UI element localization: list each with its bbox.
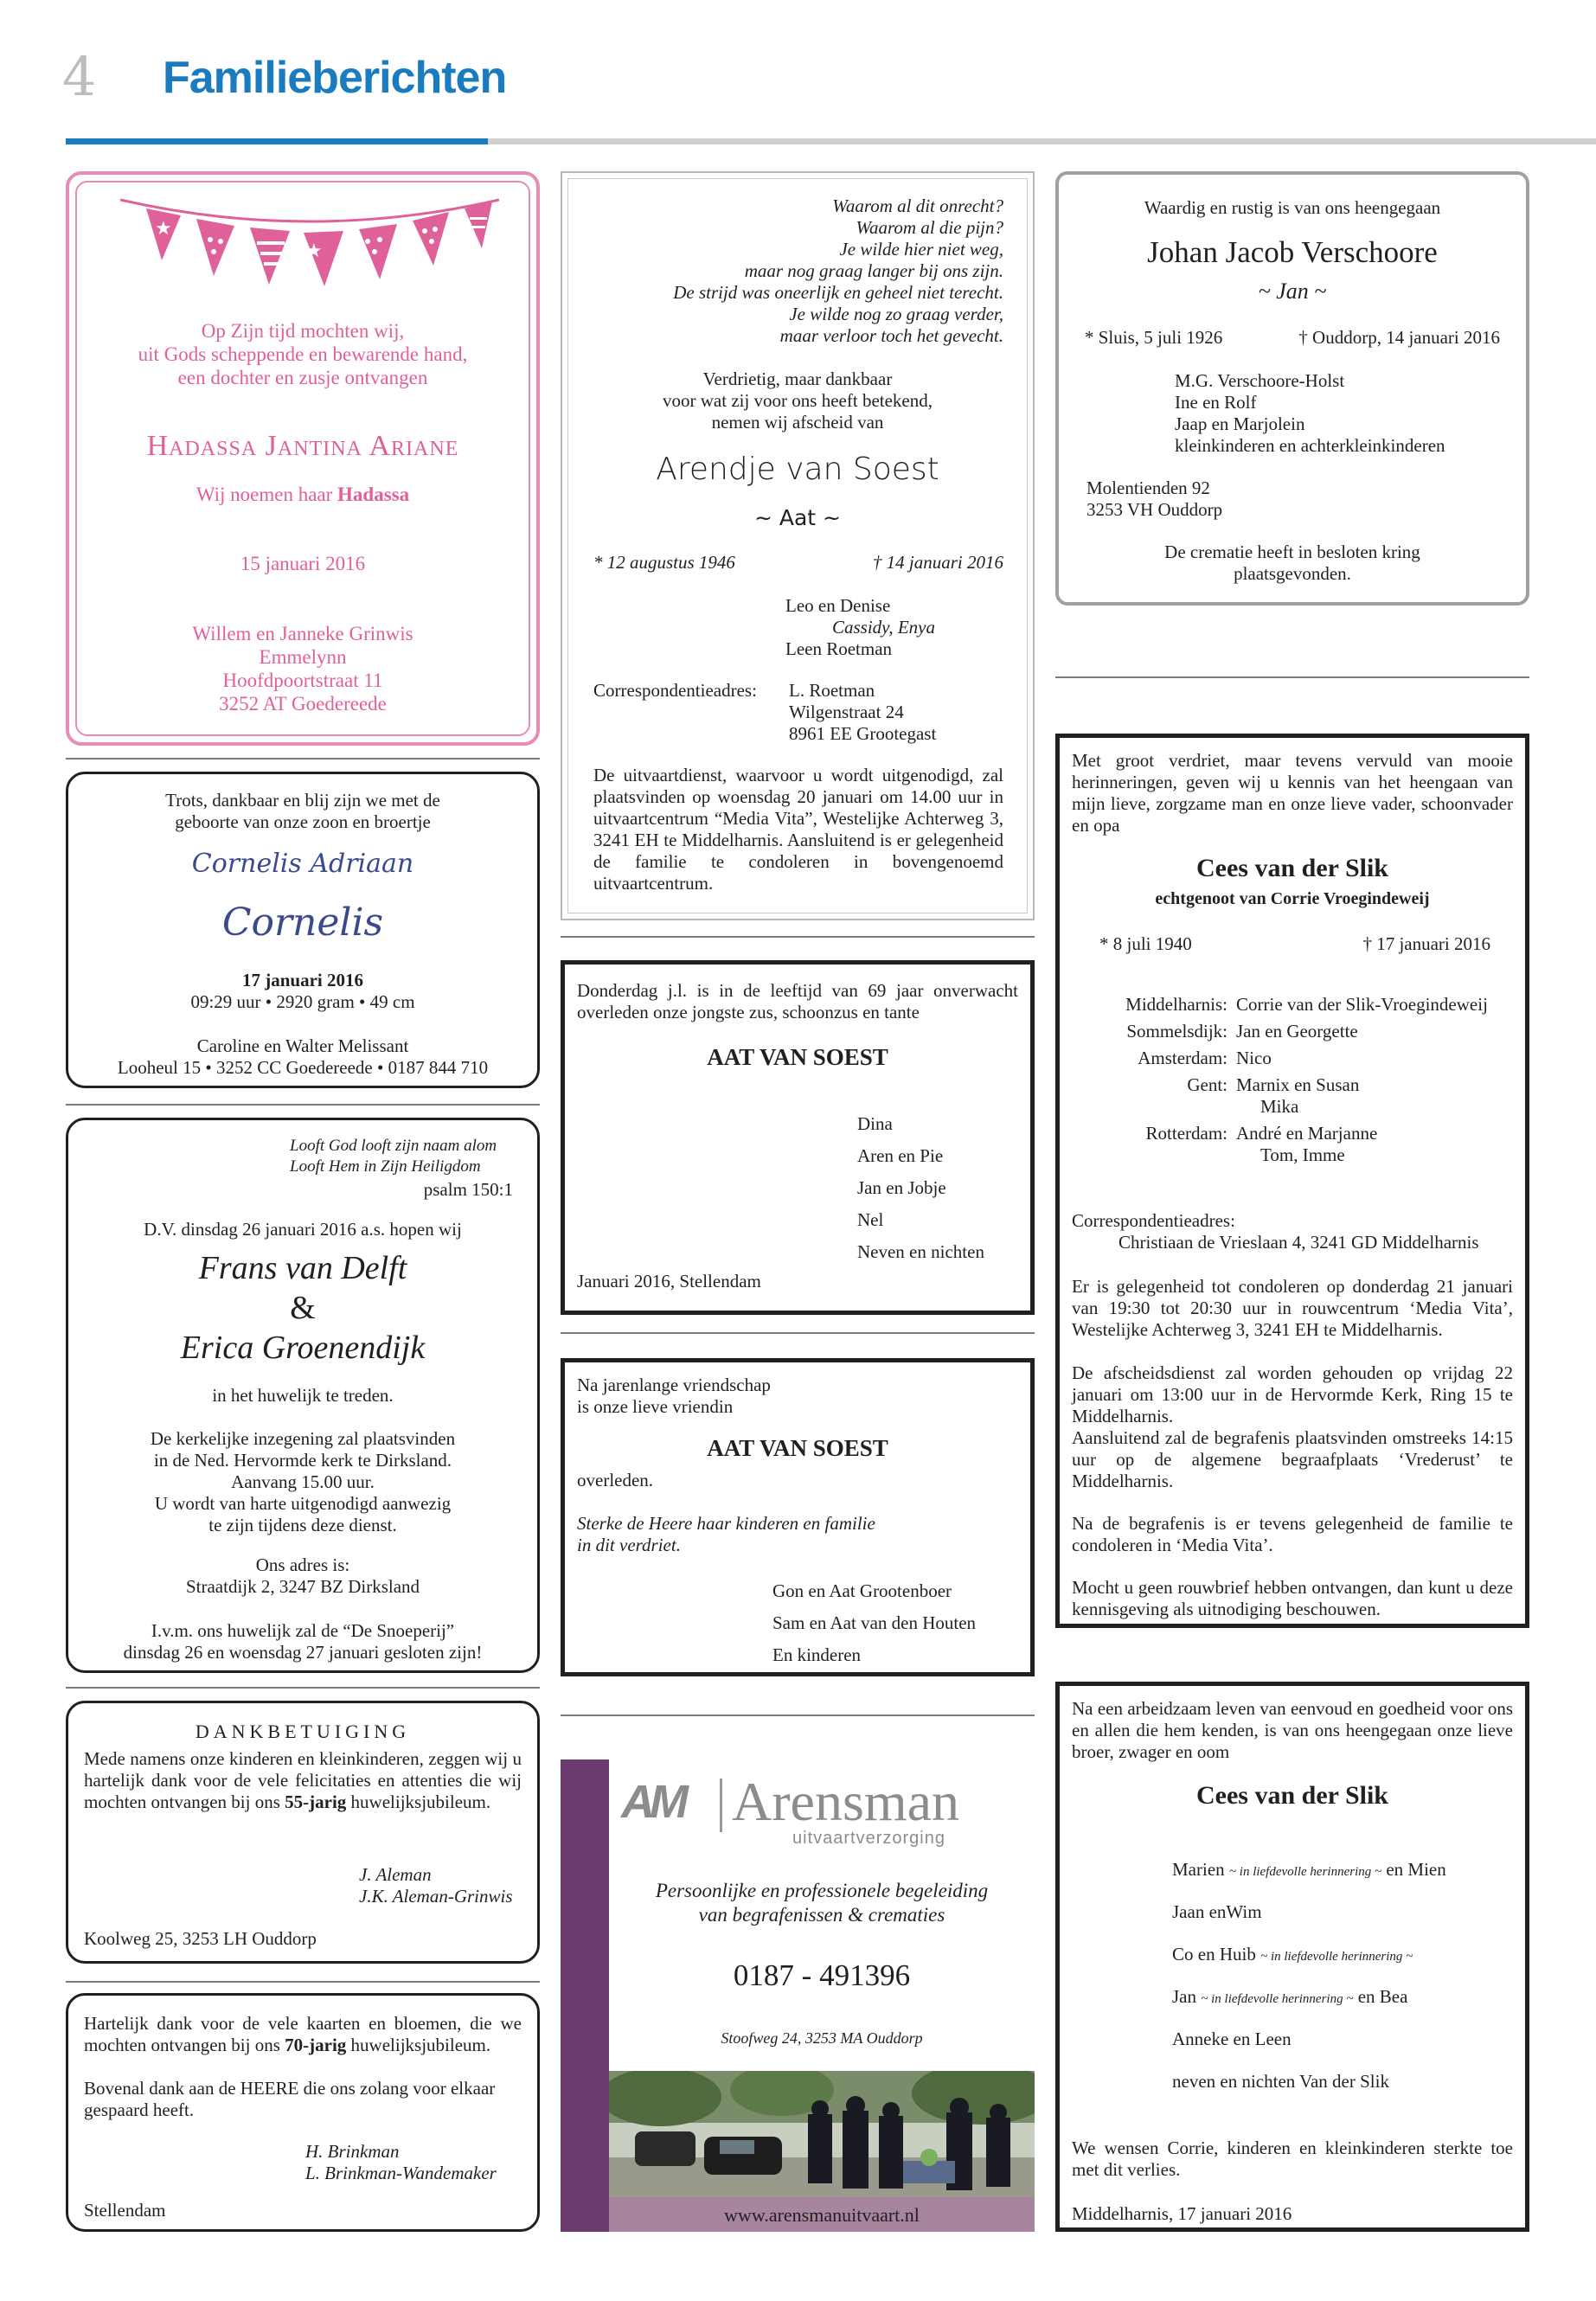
- cornelis-address: Looheul 15 • 3252 CC Goedereede • 0187 844 710: [117, 1057, 489, 1078]
- funeral-procession-photo: [609, 2071, 1035, 2197]
- arendje-corr-name: L. Roetman: [789, 680, 875, 701]
- cees-born: * 8 juli 1940: [1099, 933, 1192, 954]
- cees-corr-address: Christiaan de Vrieslaan 4, 3241 GD Middelharnis: [1118, 1232, 1479, 1253]
- header-rule-blue: [66, 138, 488, 144]
- aat-family-4: Nel: [857, 1209, 884, 1230]
- johan-closing-1: De crematie heeft in besloten kring: [1164, 542, 1420, 562]
- header-rule-gray: [488, 138, 1596, 144]
- family-row-amsterdam: Amsterdam: Nico: [1138, 1048, 1272, 1068]
- thanks-brinkman: [66, 1993, 540, 2232]
- wedding-line-after: in het huwelijk te treden.: [212, 1385, 394, 1406]
- arendje-corr-postcode: 8961 EE Grootegast: [789, 723, 937, 744]
- cornelis-intro-line-2: geboorte van onze zoon en broertje: [175, 811, 431, 832]
- arensman-side-bar: [561, 1759, 609, 2232]
- brinkman-place: Stellendam: [84, 2200, 166, 2221]
- arensman-address: Stoofweg 24, 3253 MA Ouddorp: [721, 2029, 923, 2047]
- ceremony-line-1: De kerkelijke inzegening zal plaatsvinden: [150, 1428, 456, 1449]
- arendje-born: * 12 augustus 1946: [593, 552, 735, 573]
- hadassa-name: Hadassa Jantina Ariane: [146, 430, 459, 462]
- bunting-decoration: [120, 191, 499, 312]
- aleman-signature-2: J.K. Aleman-Grinwis: [359, 1886, 513, 1907]
- aat-friends-after: overleden.: [577, 1470, 654, 1490]
- arendje-family-2: Cassidy, Enya: [832, 617, 935, 638]
- cornelis-birth-details: 09:29 uur • 2920 gram • 49 cm: [190, 991, 415, 1012]
- aat-family-1: Dina: [857, 1113, 893, 1134]
- svg-text:★: ★: [305, 240, 323, 262]
- arensman-tagline-2: van begrafenissen & crematies: [698, 1904, 945, 1926]
- hadassa-intro-line-1: Op Zijn tijd mochten wij,: [201, 320, 405, 342]
- obituary-cees-siblings: [1055, 1682, 1529, 2232]
- poem-line-7: maar verloor toch het gevecht.: [779, 325, 1003, 346]
- poem-line-3: Je wilde hier niet weg,: [839, 239, 1003, 260]
- brinkman-body: Hartelijk dank voor de vele kaarten en bloemen, die we mochten ontvangen bij ons 70-jarig huwelijksjubileum.: [84, 2013, 522, 2055]
- aat-family-5: Neven en nichten: [857, 1241, 984, 1262]
- poem-line-6: Je wilde nog zo graag verder,: [789, 304, 1003, 324]
- cornelis-call-name: Cornelis: [221, 901, 384, 945]
- obituary-aat-family: [561, 960, 1035, 1315]
- aat-friends-intro-1: Na jarenlange vriendschap: [577, 1375, 771, 1395]
- johan-born: * Sluis, 5 juli 1926: [1085, 327, 1223, 348]
- cees-family-list: [1072, 994, 1513, 1166]
- cornelis-intro-line-1: Trots, dankbaar en blij zijn we met de: [165, 790, 440, 811]
- ceremony-line-3: Aanvang 15.00 uur.: [231, 1471, 375, 1492]
- johan-address-1: Molentienden 92: [1086, 478, 1210, 498]
- sibling-row-6: neven en nichten Van der Slik: [1172, 2071, 1389, 2092]
- cees-corr-label: Correspondentieadres:: [1072, 1210, 1235, 1231]
- column2-divider-3: [561, 1715, 1035, 1716]
- arensman-logo-mark: AM: [621, 1776, 683, 1828]
- arendje-family-3: Leen Roetman: [785, 638, 893, 659]
- column2-divider-1: [561, 936, 1035, 938]
- cees-condolence: Er is gelegenheid tot condoleren op donderdag 21 januari van 19:30 tot 20:30 uur in rouwcentrum ‘Media Vita’, Westelijke Achterweg 3, 3241 EH te Middelharnis.: [1072, 1276, 1513, 1340]
- cees-siblings-wish: We wensen Corrie, kinderen en kleinkinderen sterkte toe met dit verlies.: [1072, 2138, 1513, 2180]
- birth-announcement-hadassa: [66, 171, 540, 746]
- cees-siblings-intro: Na een arbeidzaam leven van eenvoud en goedheid voor ons en allen die hem kenden, is van ons heengegaan onze lieve broer, zwager en oom: [1072, 1698, 1513, 1762]
- ceremony-line-5: te zijn tijdens deze dienst.: [208, 1515, 397, 1535]
- hadassa-intro-line-3: een dochter en zusje ontvangen: [177, 367, 428, 388]
- ceremony-line-2: in de Ned. Hervormde kerk te Dirksland.: [153, 1450, 452, 1471]
- arensman-advertisement: [561, 1759, 1035, 2232]
- groom-name: Frans van Delft: [198, 1250, 407, 1286]
- johan-name: Johan Jacob Verschoore: [1147, 235, 1438, 269]
- thanks-heading: DANKBETUIGING: [195, 1721, 411, 1742]
- column1-divider-3: [66, 1687, 540, 1689]
- hadassa-intro-line-2: uit Gods scheppende en bewarende hand,: [138, 343, 468, 365]
- arendje-intro-1: Verdrietig, maar dankbaar: [702, 369, 893, 389]
- hadassa-street: Hoofdpoortstraat 11: [222, 670, 383, 691]
- brinkman-signature-1: H. Brinkman: [305, 2141, 400, 2162]
- wedding-closing-line-1: I.v.m. ons huwelijk zal de “De Snoeperij”: [151, 1620, 455, 1641]
- thanks-aleman-body: Mede namens onze kinderen en kleinkinderen, zeggen wij u hartelijk dank voor de vele felicitaties en attenties die wij mochten ontvangen bij ons 55-jarig huwelijksjubileum.: [84, 1748, 522, 1812]
- arensman-logo: [616, 1768, 1031, 1846]
- wedding-intro: D.V. dinsdag 26 januari 2016 a.s. hopen wij: [144, 1219, 462, 1240]
- column2-divider-2: [561, 1332, 1035, 1334]
- obituary-johan: [1055, 171, 1529, 606]
- arendje-died: † 14 januari 2016: [872, 552, 1003, 573]
- cees-siblings-footer: Middelharnis, 17 januari 2016: [1072, 2203, 1292, 2224]
- johan-address-2: 3253 VH Ouddorp: [1086, 499, 1223, 520]
- ceremony-line-4: U wordt van harte uitgenodigd aanwezig: [154, 1493, 452, 1514]
- cees-burial: Aansluitend zal de begrafenis plaatsvinden omstreeks 14:15 uur op de algemene begraafplaats ‘Vrederust’ te Middelharnis.: [1072, 1427, 1513, 1491]
- arensman-phone[interactable]: 0187 - 491396: [733, 1958, 911, 1992]
- wedding-verse-line-1: Looft God looft zijn naam alom: [290, 1137, 497, 1155]
- arendje-funeral: De uitvaartdienst, waarvoor u wordt uitgenodigd, zal plaatsvinden op woensdag 20 januari om 14.00 uur in uitvaartcentrum “Media Vita”, Westelijke Achterweg 3, 3241 EH te Middelharnis. Aansluitend is er gelegenheid de familie te condoleren in bovengenoemd uitvaartcentrum.: [593, 765, 1003, 894]
- aat-family-2: Aren en Pie: [857, 1145, 944, 1166]
- hadassa-postcode: 3252 AT Goedereede: [219, 693, 387, 715]
- family-row-sommelsdijk: Sommelsdijk: Jan en Georgette: [1126, 1021, 1358, 1042]
- brinkman-body-2: Bovenal dank aan de HEERE die ons zolang voor elkaar gespaard heeft.: [84, 2078, 496, 2120]
- arendje-name: Arendje van Soest: [656, 452, 939, 487]
- wedding-verse-line-2: Looft Hem in Zijn Heiligdom: [290, 1157, 481, 1176]
- hadassa-birth-date: 15 januari 2016: [240, 553, 366, 574]
- svg-text:★: ★: [155, 218, 172, 240]
- arendje-family-1: Leo en Denise: [785, 595, 891, 616]
- aat-friends-name: AAT VAN SOEST: [707, 1435, 888, 1461]
- sibling-row-1: Marien ~ in liefdevolle herinnering ~ en Mien: [1172, 1859, 1446, 1880]
- johan-family-2: Ine en Rolf: [1175, 392, 1257, 413]
- johan-family-4: kleinkinderen en achterkleinkinderen: [1175, 435, 1445, 456]
- johan-closing-2: plaatsgevonden.: [1234, 563, 1351, 584]
- column1-divider-2: [66, 1104, 540, 1106]
- johan-family-1: M.G. Verschoore-Holst: [1175, 370, 1345, 391]
- arendje-intro-2: voor wat zij voor ons heeft betekend,: [663, 390, 933, 411]
- cornelis-birth-date: 17 januari 2016: [241, 970, 363, 990]
- johan-intro: Waardig en rustig is van ons heengegaan: [1144, 197, 1441, 218]
- cees-died: † 17 januari 2016: [1362, 933, 1490, 954]
- sibling-row-2: Jaan enWim: [1172, 1901, 1262, 1922]
- poem-line-5: De strijd was oneerlijk en geheel niet terecht.: [673, 282, 1003, 303]
- aat-friends-name-3: En kinderen: [772, 1644, 862, 1665]
- sibling-row-4: Jan ~ in liefdevolle herinnering ~ en Bea: [1172, 1986, 1408, 2007]
- obituary-arendje: [561, 171, 1035, 920]
- aat-family-name: AAT VAN SOEST: [707, 1044, 888, 1070]
- johan-family-3: Jaap en Marjolein: [1175, 413, 1305, 434]
- johan-nickname: ~ Jan ~: [1258, 279, 1327, 304]
- hadassa-call-name: Wij noemen haar Hadassa: [195, 484, 410, 505]
- family-row-gent: Gent: Marnix en Susan: [1187, 1074, 1360, 1095]
- poem-line-4: maar nog graag langer bij ons zijn.: [744, 260, 1003, 281]
- family-row-rotterdam-sub: Tom, Imme: [1260, 1144, 1345, 1165]
- poem-line-2: Waarom al die pijn?: [856, 217, 1003, 238]
- obituary-aat-friends: [561, 1358, 1035, 1676]
- hadassa-parents: Willem en Janneke Grinwis: [192, 623, 413, 644]
- aleman-signature-1: J. Aleman: [359, 1864, 432, 1885]
- bride-name: Erica Groenendijk: [180, 1330, 426, 1366]
- obituary-cees-family: [1055, 734, 1529, 1628]
- cees-after: Na de begrafenis is er tevens gelegenheid de familie te condoleren in ‘Media Vita’.: [1072, 1513, 1513, 1555]
- column1-divider-4: [66, 1981, 540, 1983]
- wedding-verse-reference: psalm 150:1: [423, 1179, 513, 1200]
- arensman-tagline-1: Persoonlijke en professionele begeleiding: [655, 1880, 989, 1901]
- cees-family-name: Cees van der Slik: [1196, 854, 1388, 882]
- family-row-rotterdam: Rotterdam: André en Marjanne: [1145, 1123, 1378, 1144]
- arensman-brand-sub: uitvaartverzorging: [792, 1829, 945, 1848]
- aat-friends-name-2: Sam en Aat van den Houten: [772, 1612, 977, 1633]
- section-title: Familieberichten: [163, 53, 507, 103]
- arendje-intro-3: nemen wij afscheid van: [711, 412, 884, 433]
- arensman-logo-divider: [720, 1779, 722, 1832]
- cees-service: De afscheidsdienst zal worden gehouden op vrijdag 22 januari om 13:00 uur in de Hervormde Kerk, Ring 15 te Middelharnis.: [1072, 1362, 1513, 1426]
- wedding-closing-line-2: dinsdag 26 en woensdag 27 januari gesloten zijn!: [123, 1642, 483, 1663]
- arendje-corr-label: Correspondentieadres:: [593, 680, 757, 701]
- aat-friends-name-1: Gon en Aat Grootenboer: [772, 1580, 952, 1601]
- column3-divider-1: [1055, 676, 1529, 678]
- aat-friends-intro-2: is onze lieve vriendin: [577, 1396, 734, 1417]
- wedding-announcement: [66, 1118, 540, 1673]
- poem-line-1: Waarom al dit onrecht?: [832, 195, 1003, 216]
- family-row-middelharnis: Middelharnis: Corrie van der Slik-Vroegindeweij: [1125, 994, 1488, 1015]
- johan-died: † Ouddorp, 14 januari 2016: [1298, 327, 1500, 348]
- sibling-row-3: Co en Huib ~ in liefdevolle herinnering ~: [1172, 1944, 1413, 1965]
- aat-family-3: Jan en Jobje: [857, 1177, 946, 1198]
- cornelis-full-name: Cornelis Adriaan: [191, 849, 414, 879]
- sibling-row-5: Anneke en Leen: [1172, 2029, 1292, 2049]
- aleman-address: Koolweg 25, 3253 LH Ouddorp: [84, 1928, 317, 1949]
- cees-note: Mocht u geen rouwbrief hebben ontvangen, dan kunt u deze kennisgeving als uitnodiging beschouwen.: [1072, 1577, 1513, 1619]
- column1-divider-1: [66, 758, 540, 760]
- page-number: 4: [62, 45, 97, 108]
- aat-friends-quote-1: Sterke de Heere haar kinderen en familie: [577, 1513, 875, 1534]
- wedding-ampersand: &: [290, 1290, 316, 1326]
- wedding-address-label: Ons adres is:: [255, 1554, 350, 1575]
- arendje-corr-street: Wilgenstraat 24: [789, 702, 904, 722]
- cornelis-parents: Caroline en Walter Melissant: [196, 1035, 409, 1056]
- cees-siblings-name: Cees van der Slik: [1196, 1781, 1388, 1810]
- arensman-brand: Arensman: [732, 1771, 960, 1832]
- brinkman-signature-2: L. Brinkman-Wandemaker: [305, 2163, 497, 2183]
- aat-family-intro: Donderdag j.l. is in de leeftijd van 69 jaar onverwacht overleden onze jongste zus, schoonzus en tante: [577, 980, 1018, 1022]
- cees-family-subtitle: echtgenoot van Corrie Vroegindeweij: [1155, 889, 1430, 908]
- wedding-address: Straatdijk 2, 3247 BZ Dirksland: [185, 1576, 420, 1597]
- aat-friends-quote-2: in dit verdriet.: [577, 1535, 681, 1555]
- thanks-aleman: [66, 1701, 540, 1964]
- hadassa-sibling: Emmelynn: [259, 646, 347, 668]
- aat-family-footer: Januari 2016, Stellendam: [577, 1271, 761, 1292]
- arendje-nickname: ~ Aat ~: [753, 505, 841, 530]
- arensman-website[interactable]: www.arensmanuitvaart.nl: [724, 2204, 920, 2226]
- cees-family-intro: Met groot verdriet, maar tevens vervuld van mooie herinneringen, geven wij u kennis van het heengaan van mijn lieve, zorgzame man en onze lieve vader, schoonvader en opa: [1072, 750, 1513, 836]
- birth-announcement-cornelis: [66, 772, 540, 1088]
- family-row-gent-sub: Mika: [1260, 1096, 1299, 1117]
